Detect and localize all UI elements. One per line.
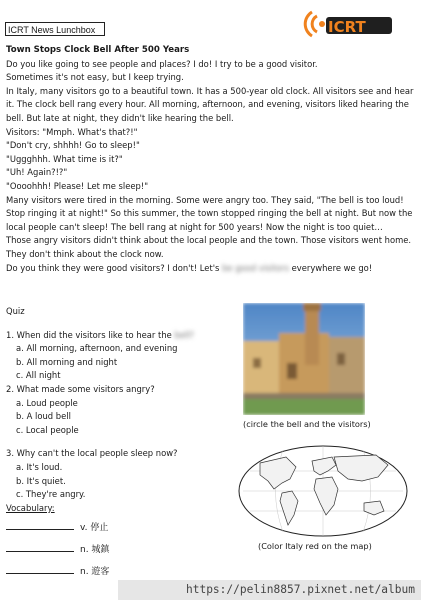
vocabulary-item: n. 城鎮 (6, 537, 241, 563)
blurred-text: bell? (174, 329, 195, 340)
blurred-text: be good visitors (222, 262, 289, 273)
blank-line (6, 541, 74, 552)
dialogue-line: Visitors: "Mmph. What's that?!" (6, 126, 138, 137)
icrt-logo (298, 8, 394, 44)
blank-line (6, 563, 74, 574)
dialogue-line: "Uh! Again?!?" (6, 167, 68, 178)
blank-line (6, 519, 74, 530)
article-title: Town Stops Clock Bell After 500 Years (6, 45, 190, 55)
quiz-option: c. All night (16, 370, 61, 381)
watermark-url: https://pelin8857.pixnet.net/album (118, 580, 421, 600)
quiz-option: c. They're angry. (16, 489, 86, 500)
vocabulary-title: Vocabulary: (6, 502, 55, 513)
world-map (238, 445, 408, 537)
vocabulary-item: n. 遊客 (6, 559, 241, 585)
article-paragraph: Sometimes it's not easy, but I keep trying. (6, 72, 184, 83)
vocabulary-item: v. 停止 (6, 515, 241, 541)
quiz-option: b. It's quiet. (16, 475, 66, 486)
quiz-option: a. It's loud. (16, 461, 63, 472)
quiz-option: b. All morning and night (16, 356, 118, 367)
vocabulary-list (6, 515, 241, 585)
article-paragraph: Do you think they were good visitors? I don't! Let's be good visitors everywhere we go! (6, 262, 373, 273)
quiz-option: c. Local people (16, 424, 79, 435)
quiz-question: 3. Why can't the local people sleep now? (6, 448, 178, 459)
quiz-option: a. Loud people (16, 397, 78, 408)
quiz-question: 2. What made some visitors angry? (6, 383, 155, 394)
dialogue-line: "Oooohhh! Please! Let me sleep!" (6, 180, 149, 191)
article-paragraph: Do you like going to see people and places? I do! I try to be a good visitor. (6, 58, 318, 69)
photo-caption: (circle the bell and the visitors) (243, 419, 371, 429)
header-label-box: ICRT News Lunchbox (5, 22, 105, 36)
article-paragraph: Many visitors were tired in the morning. Some were angry too. They said, "The bell is too loud! Stop ringing it at night!" So this summer, the town stopped ringing the bell at night. But now the local people can't sleep! The bell rang at night for 500 years! Now the night is too quiet… (6, 194, 413, 232)
map-caption: (Color Italy red on the map) (258, 541, 372, 551)
quiz-question: 1. When did the visitors like to hear the bell? (6, 329, 195, 340)
article-paragraph: Those angry visitors didn't think about the local people and the town. Those visitors went home. They don't think about the clock now. (6, 235, 412, 259)
quiz-option: b. A loud bell (16, 411, 71, 422)
quiz-section (6, 305, 241, 585)
dialogue-line: "Don't cry, shhhh! Go to sleep!" (6, 140, 140, 151)
quiz-title: Quiz (6, 306, 25, 316)
dialogue-line: "Uggghhh. What time is it?" (6, 153, 123, 164)
article-paragraph: In Italy, many visitors go to a beautiful town. It has a 500-year old clock. All visitors see and hear it. The clock bell rang every hour. All morning, afternoon, and evening, visitors liked hearing the bell. But late at night, they didn't like hearing the bell. (6, 85, 414, 123)
quiz-option: a. All morning, afternoon, and evening (16, 343, 178, 354)
svg-text:ICRT: ICRT (328, 18, 366, 36)
article (6, 44, 416, 275)
town-square-photo (243, 303, 365, 415)
